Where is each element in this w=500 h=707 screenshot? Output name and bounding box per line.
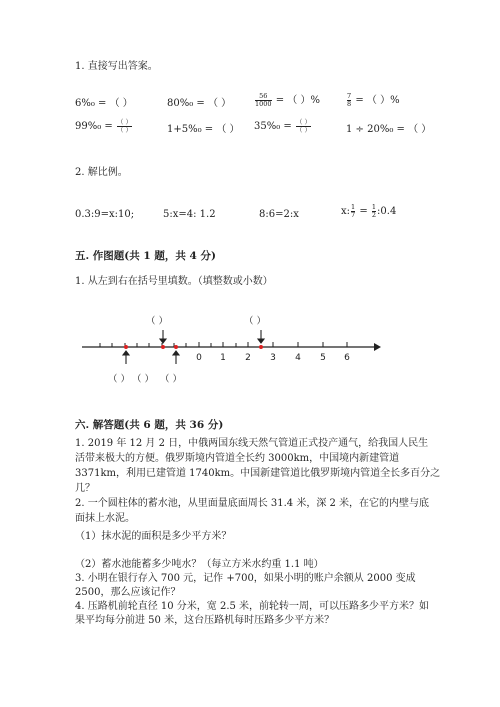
top-bracket-1: （ ） — [146, 316, 169, 327]
point-marker — [161, 345, 165, 349]
q2-item-3: 8:6=2:x — [259, 209, 299, 220]
q2-item-4: x: $\frac{1}{7}$ = $\frac{1}{2}$ :0.4 — [341, 203, 397, 219]
q1-r2-c3: 35%₀ = $\frac{( )}{( )}$ — [254, 118, 312, 134]
tick-label-5: 5 — [320, 353, 326, 363]
q1-r1-c2: 80%₀ = （ ） — [167, 98, 232, 109]
tick-label-4: 4 — [295, 353, 301, 363]
tick-label-3: 3 — [270, 353, 276, 363]
tick-label-0: 0 — [196, 353, 202, 363]
major-ticks — [199, 342, 347, 347]
point-marker — [124, 345, 128, 349]
bottom-bracket-3: （ ） — [160, 374, 183, 385]
section5-title: 五. 作图题(共 1 题，共 4 分) — [75, 250, 216, 262]
s6-p3-line1: 3. 小明在银行存入 700 元，记作 +700，如果小明的账户余额从 2000 变成 — [75, 573, 416, 584]
q2-title: 2. 解比例。 — [75, 167, 128, 178]
s6-p2-line2: 面抹上水泥。 — [75, 513, 135, 524]
s6-p2-line1: 2. 一个圆柱体的蓄水池，从里面量底面周长 31.4 米，深 2 米，在它的内壁与底 — [75, 498, 430, 509]
s6-p1-line4: 几？ — [75, 483, 95, 494]
q1-r1-c1: 6%₀ = （ ） — [75, 98, 133, 109]
q1-r2-c1: 99%₀ = $\frac{( )}{( )}$ — [75, 118, 133, 134]
s6-p4-line1: 4. 压路机前轮直径 10 分米，宽 2.5 米，前轮转一周，可以压路多少平方米？如 — [75, 601, 430, 612]
q1-r1-c3: $\frac{56}{1000}$ = （ ）% — [255, 92, 320, 108]
section6-title: 六. 解答题(共 6 题，共 36 分) — [75, 419, 224, 431]
s6-p1-line3: 3371km，利用已建管道 1740km。中国新建管道比俄罗斯境内管道全长多百分之 — [75, 468, 441, 479]
s6-p4-line2: 果平均每分前进 50 米，这台压路机每时压路多少平方米？ — [75, 615, 335, 626]
fraction: $\frac{( )}{( )}$ — [295, 118, 312, 134]
bottom-bracket-2: （ ） — [132, 374, 155, 385]
q1-r2-c4: 1 ÷ 20%₀ = （ ） — [346, 124, 432, 135]
s6-p1-line2: 活带来极大的方便。俄罗斯境内管道全长约 3000km，中国境内新建管道 — [75, 453, 400, 464]
top-bracket-2: （ ） — [244, 316, 267, 327]
q2-item-1: 0.3:9=x:10; — [75, 209, 135, 220]
q1-title: 1. 直接写出答案。 — [75, 61, 158, 72]
s6-p1-line1: 1. 2019 年 12 月 2 日，中俄两国东线天然气管道正式投产通气，给我国人民生 — [75, 438, 429, 449]
bottom-bracket-1: （ ） — [108, 374, 131, 385]
s6-p2a: （1）抹水泥的面积是多少平方米？ — [75, 531, 232, 542]
fraction: $\frac{7}{8}$ — [347, 92, 352, 108]
q1-r1-c4: $\frac{7}{8}$ = （ ）% — [347, 92, 400, 108]
s6-p2b: （2）蓄水池能蓄多少吨水？（每立方米水约重 1.1 吨） — [75, 559, 324, 570]
q1-r2-c2: 1+5%₀ = （ ） — [167, 124, 240, 135]
tick-label-6: 6 — [344, 353, 350, 363]
point-marker — [259, 345, 263, 349]
section5-q1: 1. 从左到右在括号里填数。（填整数或小数） — [75, 276, 273, 287]
fraction: $\frac{56}{1000}$ — [255, 92, 272, 108]
number-line-figure — [70, 312, 390, 392]
point-marker — [174, 345, 178, 349]
tick-label-1: 1 — [220, 353, 226, 363]
s6-p3-line2: 2500，那么应该记作？ — [75, 587, 181, 598]
minor-ticks — [100, 343, 323, 347]
tick-label-2: 2 — [245, 353, 251, 363]
axis-arrow-icon — [374, 343, 381, 351]
q2-item-2: 5:x=4: 1.2 — [163, 209, 216, 220]
fraction: $\frac{( )}{( )}$ — [116, 118, 133, 134]
